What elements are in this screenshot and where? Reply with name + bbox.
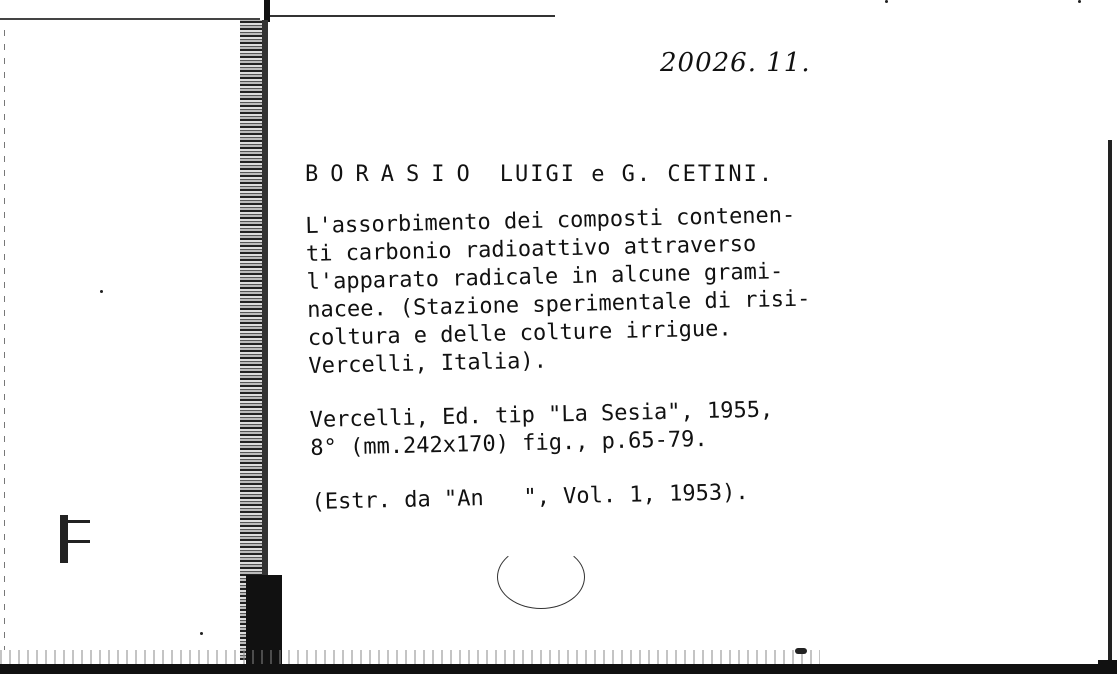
scan-border-top xyxy=(270,15,555,17)
publication-line: Vercelli, Ed. tip "La Sesia", 1955, xyxy=(309,397,774,433)
catalog-number: 20026. 11. xyxy=(660,48,811,78)
card-text xyxy=(305,162,1095,543)
publication-line: 8° (mm.242x170) fig., p.65-79. xyxy=(310,426,708,461)
scan-border-bottom xyxy=(0,664,1117,674)
extract-line: (Estr. da "An ", Vol. 1, 1953). xyxy=(311,480,749,515)
scan-border-top-left xyxy=(0,18,260,20)
title-line: nacee. (Stazione sperimentale di risi- xyxy=(306,286,811,323)
scan-speck xyxy=(200,632,203,635)
scan-mark-bracket-top xyxy=(60,520,90,523)
title-line: L'assorbimento dei composti contenen- xyxy=(305,202,796,239)
scan-mark-bracket-bottom xyxy=(60,540,90,543)
title-line: Vercelli, Italia). xyxy=(308,348,548,379)
scan-corner-block xyxy=(1098,660,1117,674)
card-spine-top xyxy=(264,0,270,22)
author-surname: BORASIO xyxy=(305,162,482,187)
scan-speck xyxy=(100,290,103,293)
title-line: l'apparato radicale in alcune grami- xyxy=(306,259,784,295)
title-line: coltura e delle colture irrigue. xyxy=(307,316,732,351)
scan-mark xyxy=(795,648,807,654)
card-spine-edge xyxy=(262,20,268,660)
author-line xyxy=(305,162,1095,187)
scan-border-right xyxy=(1108,140,1112,660)
title-line: ti carbonio radioattivo attraverso xyxy=(305,231,757,267)
scan-speck xyxy=(885,0,888,3)
extract-block xyxy=(311,471,1101,517)
scan-border-left xyxy=(4,30,5,650)
publication-block xyxy=(309,389,1100,463)
title-block xyxy=(305,195,1099,381)
card-spine xyxy=(240,20,262,660)
stamp-circle xyxy=(497,545,585,609)
scan-noise-bottom xyxy=(0,650,820,664)
scan-speck xyxy=(1078,0,1081,3)
author-rest: LUIGI e G. CETINI. xyxy=(499,162,775,187)
